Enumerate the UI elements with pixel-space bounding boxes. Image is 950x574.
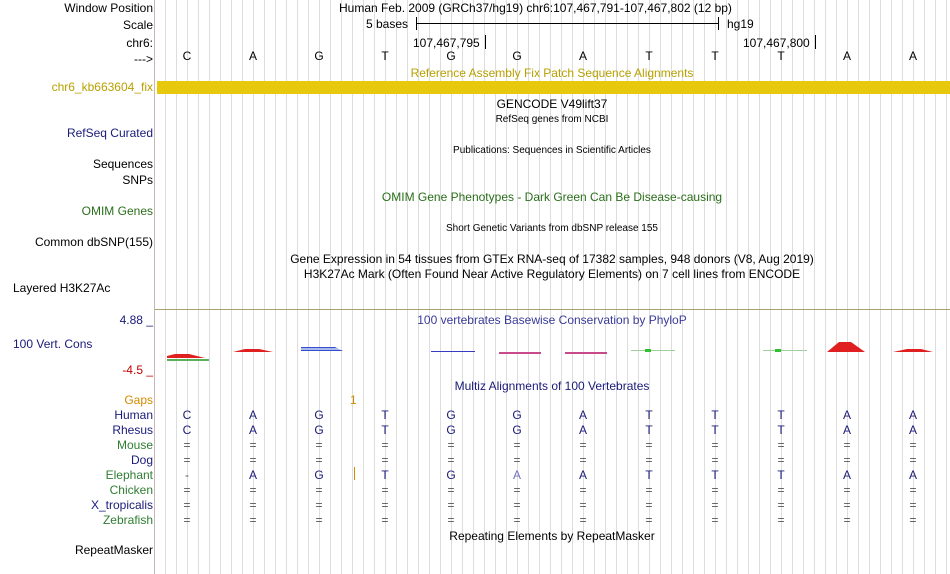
alignment-base: G	[314, 423, 324, 437]
alignment-base: G	[446, 423, 456, 437]
species-label[interactable]: Human	[114, 408, 153, 422]
elephant-insertion-mark	[354, 467, 355, 480]
alignment-base: =	[909, 513, 917, 527]
position-tick-1: 107,467,795	[413, 36, 480, 50]
omim-label[interactable]: OMIM Genes	[81, 204, 153, 218]
alignment-base: =	[777, 453, 785, 467]
cons-mark-7	[631, 350, 675, 351]
alignment-base: =	[447, 438, 455, 452]
cons-max-label: 4.88 _	[119, 313, 153, 327]
alignment-base: T	[645, 468, 653, 482]
alignment-base: =	[711, 483, 719, 497]
reference-base: A	[248, 49, 257, 63]
alignment-base: =	[513, 498, 521, 512]
scale-label: Scale	[122, 18, 153, 32]
species-label[interactable]: Mouse	[116, 438, 153, 452]
alignment-base: G	[314, 408, 324, 422]
alignment-base: A	[908, 468, 917, 482]
cons-mark-4	[431, 351, 475, 352]
alignment-base: =	[579, 498, 587, 512]
alignment-base: T	[645, 423, 653, 437]
cons-mark-6	[565, 352, 607, 354]
scale-bar-right-tick	[718, 17, 719, 30]
alignment-base: =	[513, 438, 521, 452]
alignment-base: =	[381, 498, 389, 512]
omim-title[interactable]: OMIM Gene Phenotypes - Dark Green Can Be Disease-causing	[381, 190, 723, 204]
alignment-base: T	[777, 468, 785, 482]
cons-mark-9	[827, 342, 865, 352]
alignment-base: =	[711, 498, 719, 512]
fix-patch-label[interactable]: chr6_kb663604_fix	[51, 80, 153, 94]
alignment-base: A	[908, 408, 917, 422]
alignment-base: A	[248, 408, 257, 422]
cons-mark-7b	[645, 349, 651, 352]
alignment-base: G	[512, 423, 522, 437]
alignment-base: =	[315, 498, 323, 512]
alignment-base: =	[645, 438, 653, 452]
cons-mark-8b	[775, 349, 781, 352]
species-label[interactable]: Chicken	[109, 483, 153, 497]
h3k27ac-label[interactable]: Layered H3K27Ac	[13, 281, 111, 295]
reference-base: T	[381, 49, 389, 63]
cons-mark-10	[893, 349, 933, 352]
alignment-base: =	[645, 453, 653, 467]
alignment-base: =	[711, 453, 719, 467]
dbsnp-label[interactable]: Common dbSNP(155)	[34, 235, 153, 249]
alignment-base: =	[843, 438, 851, 452]
cons-mark-3b	[301, 348, 341, 350]
alignment-base: A	[248, 423, 257, 437]
cons-mark-5	[499, 352, 541, 354]
alignment-base: =	[249, 453, 257, 467]
snps-label[interactable]: SNPs	[122, 173, 153, 187]
cons-track-label[interactable]: 100 Vert. Cons	[13, 337, 93, 351]
publications-title[interactable]: Publications: Sequences in Scientific Articles	[453, 145, 651, 156]
alignment-base: =	[579, 483, 587, 497]
alignment-base: =	[843, 513, 851, 527]
species-label[interactable]: Zebrafish	[102, 513, 153, 527]
alignment-base: A	[248, 468, 257, 482]
alignment-base: =	[777, 438, 785, 452]
alignment-base: =	[249, 483, 257, 497]
reference-base: A	[842, 49, 851, 63]
alignment-base: T	[711, 423, 719, 437]
alignment-base: =	[381, 483, 389, 497]
reference-base: C	[182, 49, 192, 63]
alignment-base: =	[579, 513, 587, 527]
label-separator	[154, 0, 155, 574]
alignment-base: =	[579, 453, 587, 467]
alignment-base: =	[315, 513, 323, 527]
alignment-base: T	[381, 423, 389, 437]
alignment-base: =	[711, 438, 719, 452]
refseq-label[interactable]: RefSeq Curated	[66, 126, 153, 140]
assembly-position: Human Feb. 2009 (GRCh37/hg19) chr6:107,467,791-107,467,802 (12 bp)	[339, 1, 732, 15]
alignment-base: =	[447, 513, 455, 527]
alignment-base: =	[183, 453, 191, 467]
gaps-label: Gaps	[124, 393, 153, 407]
alignment-base: =	[645, 498, 653, 512]
alignment-base: T	[777, 408, 785, 422]
alignment-base: G	[446, 408, 456, 422]
cons-mark-1	[167, 354, 205, 358]
reference-base: T	[711, 49, 719, 63]
gencode-title[interactable]: GENCODE V49lift37	[496, 97, 608, 111]
alignment-base: =	[843, 483, 851, 497]
alignment-base: =	[183, 438, 191, 452]
alignment-base: =	[843, 453, 851, 467]
scale-db: hg19	[727, 17, 754, 31]
gtex-title[interactable]: Gene Expression in 54 tissues from GTEx RNA-seq of 17382 samples, 948 donors (V8, Aug 2019)	[290, 252, 814, 266]
alignment-base: G	[446, 468, 456, 482]
alignment-base: =	[579, 438, 587, 452]
alignment-base: =	[711, 513, 719, 527]
alignment-base: =	[513, 513, 521, 527]
reference-base: T	[645, 49, 653, 63]
position-tick-2-mark	[815, 35, 816, 49]
section-divider	[155, 309, 950, 310]
alignment-base: =	[315, 483, 323, 497]
phylop-title[interactable]: 100 vertebrates Basewise Conservation by PhyloP	[417, 313, 687, 327]
phylop-graph[interactable]	[155, 330, 950, 370]
alignment-base: =	[777, 513, 785, 527]
scale-bar	[416, 23, 718, 24]
alignment-base: G	[314, 468, 324, 482]
alignment-base: C	[182, 423, 192, 437]
reference-base: G	[446, 49, 456, 63]
alignment-base: =	[909, 483, 917, 497]
species-label[interactable]: Dog	[130, 453, 153, 467]
alignment-base: A	[842, 423, 851, 437]
alignment-base: =	[249, 498, 257, 512]
alignment-base: =	[909, 453, 917, 467]
alignment-base: =	[447, 498, 455, 512]
alignment-base: T	[777, 423, 785, 437]
alignment-base: A	[578, 408, 587, 422]
alignment-base: T	[381, 468, 389, 482]
chr-label: chr6:	[126, 36, 153, 50]
repeatmasker-title[interactable]: Repeating Elements by RepeatMasker	[449, 529, 655, 543]
alignment-base: =	[315, 453, 323, 467]
alignment-base: =	[843, 498, 851, 512]
alignment-base: G	[512, 408, 522, 422]
alignment-base: =	[447, 483, 455, 497]
window-position-label: Window Position	[64, 1, 153, 15]
alignment-base: =	[249, 438, 257, 452]
reference-base: A	[908, 49, 917, 63]
strand-arrow-label[interactable]: --->	[134, 52, 153, 66]
alignment-base: =	[183, 498, 191, 512]
alignment-base: A	[842, 468, 851, 482]
cons-mark-1b	[167, 359, 209, 361]
fix-patch-bar[interactable]	[157, 81, 950, 94]
position-tick-2: 107,467,800	[743, 36, 810, 50]
h3k27ac-title[interactable]: H3K27Ac Mark (Often Found Near Active Regulatory Elements) on 7 cell lines from ENCODE	[303, 267, 801, 281]
repeatmasker-label[interactable]: RepeatMasker	[74, 543, 153, 557]
position-tick-1-mark	[485, 35, 486, 49]
alignment-base: =	[315, 438, 323, 452]
alignment-base: =	[381, 513, 389, 527]
alignment-base: =	[777, 483, 785, 497]
reference-base: T	[777, 49, 785, 63]
alignment-base: A	[512, 468, 521, 482]
alignment-base: C	[182, 408, 192, 422]
alignment-base: =	[447, 453, 455, 467]
alignment-base: =	[777, 498, 785, 512]
reference-base: G	[314, 49, 324, 63]
gaps-value: 1	[350, 393, 357, 407]
alignment-base: A	[908, 423, 917, 437]
scale-bases: 5 bases	[366, 17, 409, 31]
alignment-base: =	[381, 438, 389, 452]
multiz-title[interactable]: Multiz Alignments of 100 Vertebrates	[454, 379, 650, 393]
cons-mark-2	[233, 349, 273, 352]
alignment-base: A	[842, 408, 851, 422]
cons-min-label: -4.5 _	[122, 363, 153, 377]
refseq-title[interactable]: RefSeq genes from NCBI	[495, 114, 609, 125]
alignment-base: =	[645, 513, 653, 527]
dbsnp-title[interactable]: Short Genetic Variants from dbSNP release 155	[446, 223, 658, 234]
alignment-base: =	[645, 483, 653, 497]
alignment-base: =	[183, 483, 191, 497]
sequences-label[interactable]: Sequences	[92, 157, 153, 171]
alignment-base: A	[578, 423, 587, 437]
alignment-base: =	[183, 513, 191, 527]
alignment-base: =	[381, 453, 389, 467]
alignment-base: =	[909, 498, 917, 512]
alignment-base: -	[185, 468, 189, 482]
alignment-base: T	[711, 408, 719, 422]
alignment-base: =	[249, 513, 257, 527]
species-label[interactable]: Elephant	[105, 468, 153, 482]
alignment-base: T	[711, 468, 719, 482]
alignment-base: T	[645, 408, 653, 422]
alignment-base: A	[578, 468, 587, 482]
species-label[interactable]: X_tropicalis	[90, 498, 153, 512]
reference-base: G	[512, 49, 522, 63]
alignment-base: =	[909, 438, 917, 452]
reference-base: A	[578, 49, 587, 63]
cons-mark-8	[763, 350, 807, 351]
alignment-base: =	[513, 453, 521, 467]
fix-patch-title[interactable]: Reference Assembly Fix Patch Sequence Alignments	[410, 66, 694, 80]
species-label[interactable]: Rhesus	[112, 423, 153, 437]
alignment-base: T	[381, 408, 389, 422]
alignment-base: =	[513, 483, 521, 497]
